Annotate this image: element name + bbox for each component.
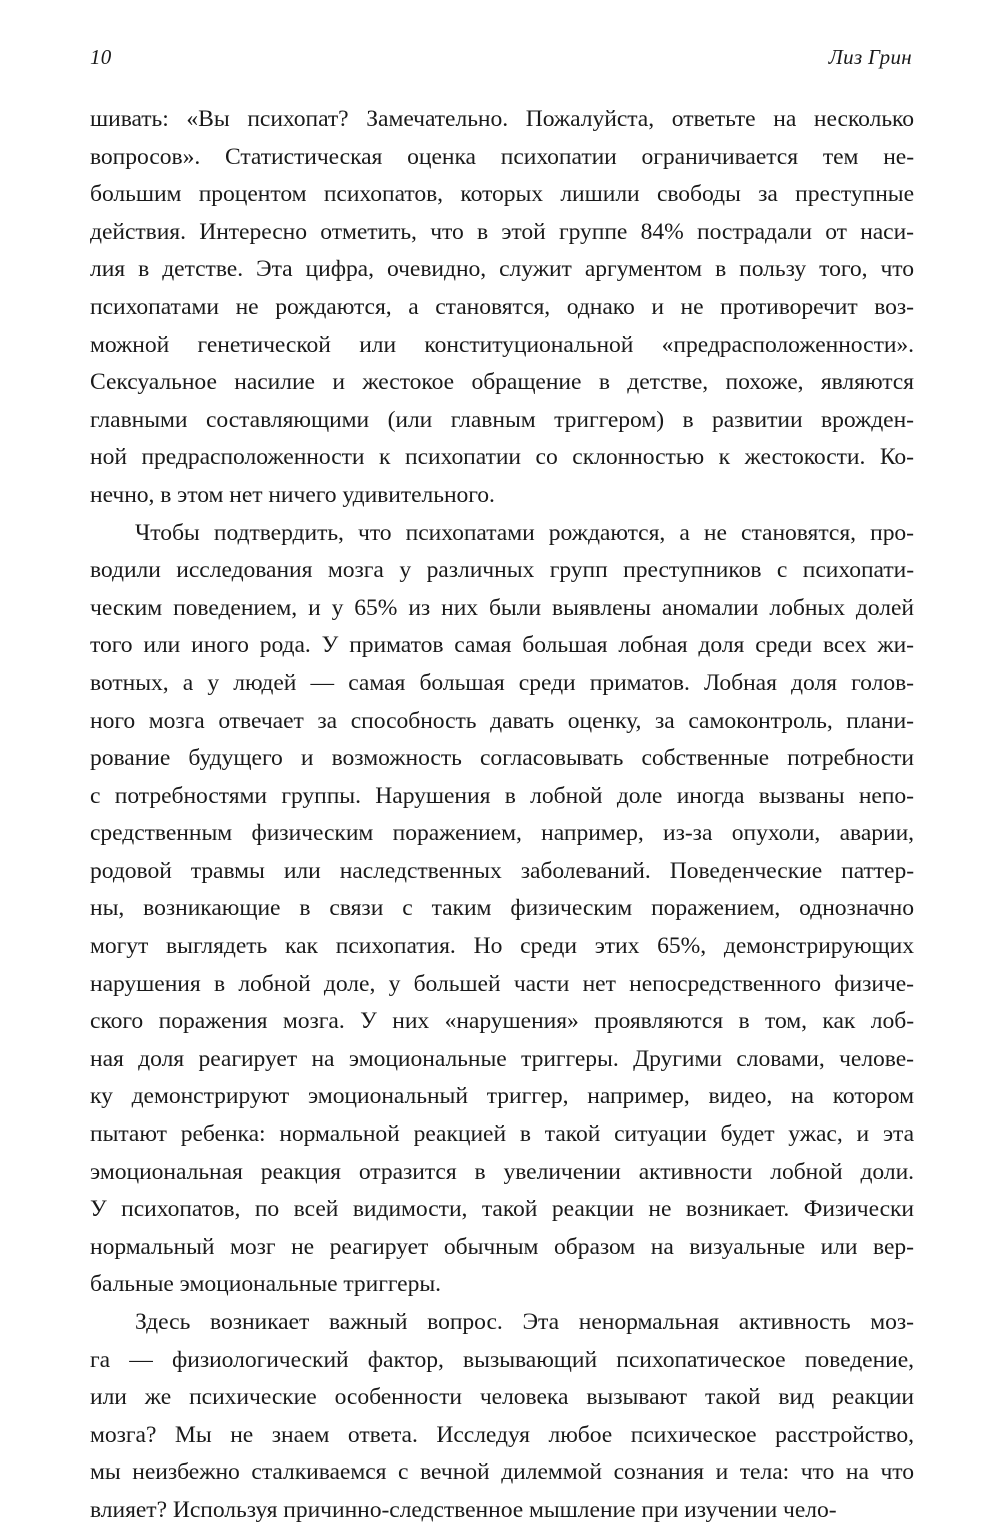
text-line: большим процентом психопатов, которых лишили свободы за преступные [90, 181, 914, 208]
text-line: нормальный мозг не реагирует обычным образом на визуальные или вер- [90, 1233, 914, 1260]
running-head [90, 40, 912, 74]
paragraph-1 [90, 101, 914, 515]
text-line: действия. Интересно отметить, что в этой группе 84% пострадали от наси- [90, 218, 914, 245]
text-line: ческим поведением, и у 65% из них были выявлены аномалии лобных долей [90, 594, 914, 621]
paragraph-3 [90, 1304, 914, 1530]
text-line: ного мозга отвечает за способность давать оценку, за самоконтроль, плани- [90, 707, 914, 734]
text-line: га — физиологический фактор, вызывающий психопатическое поведение, [90, 1346, 914, 1373]
text-line: водили исследования мозга у различных групп преступников с психопати- [90, 557, 914, 584]
page-number: 10 [90, 44, 112, 69]
text-line: Сексуальное насилие и жестокое обращение в детстве, похоже, являются [90, 369, 914, 396]
text-line: шивать: «Вы психопат? Замечательно. Пожалуйста, ответьте на несколько [90, 106, 914, 132]
book-author-name: Лиз Грин [828, 44, 912, 69]
text-line: вопросов». Статистическая оценка психопатии ограничивается тем не- [90, 143, 914, 170]
text-line: могут выглядеть как психопатия. Но среди этих 65%, демонстрирующих [90, 933, 914, 960]
text-line: психопатами не рождаются, а становятся, однако и не противоречит воз- [90, 293, 914, 320]
text-line: можной генетической или конституциональной «предрасположенности». [90, 331, 914, 358]
text-line: родовой травмы или наследственных заболеваний. Поведенческие паттер- [90, 857, 914, 884]
text-line: Чтобы подтвердить, что психопатами рождаются, а не становятся, про- [135, 519, 914, 546]
text-line: пытают ребенка: нормальной реакцией в такой ситуации будет ужас, и эта [90, 1121, 914, 1148]
text-line: с потребностями группы. Нарушения в лобной доле иногда вызваны непо- [90, 782, 914, 809]
text-line: мы неизбежно сталкиваемся с вечной дилеммой сознания и тела: что на что [90, 1459, 914, 1486]
text-line: того или иного рода. У приматов самая большая лобная доля среди всех жи- [90, 632, 914, 659]
text-line: ского поражения мозга. У них «нарушения» проявляются в том, как лоб- [90, 1008, 914, 1035]
text-line: бальные эмоциональные триггеры. [90, 1271, 441, 1298]
text-line: или же психические особенности человека вызывают такой вид реакции [90, 1384, 914, 1411]
text-line: У психопатов, по всей видимости, такой реакции не возникает. Физически [90, 1196, 914, 1223]
body-text-block [90, 101, 914, 1530]
text-line: ку демонстрируют эмоциональный триггер, например, видео, на котором [90, 1083, 914, 1110]
text-line: эмоциональная реакция отразится в увеличении активности лобной доли. [90, 1158, 914, 1185]
text-line: нечно, в этом нет ничего удивительного. [90, 481, 495, 508]
text-line: ны, возникающие в связи с таким физическим поражением, однозначно [90, 895, 914, 922]
text-line: вотных, а у людей — самая большая среди приматов. Лобная доля голов- [90, 669, 914, 696]
text-line: ной предрасположенности к психопатии со склонностью к жестокости. Ко- [90, 444, 914, 471]
text-line: нарушения в лобной доле, у большей части нет непосредственного физиче- [90, 970, 914, 997]
text-line: средственным физическим поражением, например, из-за опухоли, аварии, [90, 820, 914, 847]
text-line: мозга? Мы не знаем ответа. Исследуя любое психическое расстройство, [90, 1421, 914, 1448]
text-line: влияет? Используя причинно-следственное мышление при изучении чело- [90, 1496, 837, 1523]
text-line: главными составляющими (или главным триггером) в развитии врожден- [90, 406, 914, 433]
text-line: лия в детстве. Эта цифра, очевидно, служит аргументом в пользу того, что [90, 256, 914, 283]
text-line: рование будущего и возможность согласовывать собственные потребности [90, 745, 914, 772]
paragraph-2 [90, 515, 914, 1304]
text-line: ная доля реагирует на эмоциональные триггеры. Другими словами, челове- [90, 1045, 914, 1072]
text-line: Здесь возникает важный вопрос. Эта ненормальная активность моз- [135, 1309, 914, 1335]
